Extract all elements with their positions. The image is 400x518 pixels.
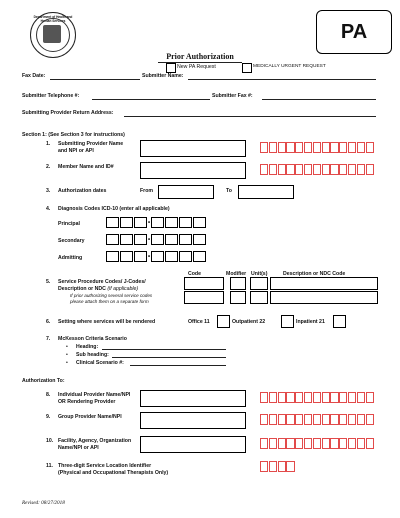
entry-cell[interactable] — [278, 461, 286, 472]
item3-number: 3. — [46, 188, 51, 194]
entry-cell[interactable] — [330, 414, 338, 425]
entry-cell[interactable] — [295, 392, 303, 403]
heading-field[interactable] — [102, 349, 226, 350]
entry-cell[interactable] — [330, 438, 338, 449]
entry-cell[interactable] — [357, 414, 365, 425]
entry-cell[interactable] — [295, 142, 303, 153]
entry-cell[interactable] — [313, 392, 321, 403]
units-field-2[interactable] — [250, 291, 268, 304]
from-label: From — [140, 188, 153, 194]
entry-cell[interactable] — [366, 142, 374, 153]
entry-cell[interactable] — [348, 414, 356, 425]
dx-code-cell[interactable] — [120, 217, 133, 228]
entry-cell[interactable] — [366, 414, 374, 425]
bullet-icon: • — [66, 352, 68, 358]
item11-label-line2: (Physical and Occupational Therapists Only) — [58, 470, 169, 476]
entry-cell[interactable] — [260, 164, 268, 175]
entry-cell[interactable] — [304, 142, 312, 153]
bullet-icon: • — [66, 360, 68, 366]
entry-cell[interactable] — [286, 164, 294, 175]
fax-date-field[interactable] — [50, 79, 140, 80]
secondary-label: Secondary — [58, 238, 85, 244]
entry-cell[interactable] — [330, 142, 338, 153]
member-id-cells[interactable] — [260, 164, 374, 175]
entry-cell[interactable] — [322, 142, 330, 153]
entry-cell[interactable] — [286, 142, 294, 153]
submitter-fax-field[interactable] — [262, 99, 376, 100]
auth-to-date-field[interactable] — [238, 185, 294, 199]
dx-code-cell[interactable] — [193, 217, 206, 228]
entry-cell[interactable] — [304, 392, 312, 403]
return-address-label: Submitting Provider Return Address: — [22, 110, 114, 116]
item5-note-line2: please attach them on a separate form — [70, 299, 149, 304]
item4-number: 4. — [46, 206, 51, 212]
entry-cell[interactable] — [304, 414, 312, 425]
principal-dx-cells[interactable] — [106, 217, 206, 228]
sub-heading-field[interactable] — [112, 357, 226, 358]
entry-cell[interactable] — [339, 392, 347, 403]
seal-text: Department of Health and Human Services — [33, 15, 73, 23]
entry-cell[interactable] — [322, 392, 330, 403]
entry-cell[interactable] — [269, 164, 277, 175]
entry-cell[interactable] — [366, 392, 374, 403]
dx-code-cell[interactable] — [151, 217, 164, 228]
seal-emblem-icon — [43, 25, 61, 43]
fax-date-label: Fax Date: — [22, 73, 46, 79]
modifier-field-2[interactable] — [230, 291, 246, 304]
item4-label: Diagnosis Codes ICD-10 (enter all applicable) — [58, 206, 170, 212]
dx-code-cell[interactable] — [134, 251, 147, 262]
entry-cell[interactable] — [269, 438, 277, 449]
admitting-dx-cells[interactable] — [106, 251, 206, 262]
dx-code-cell[interactable] — [106, 234, 119, 245]
dx-code-cell[interactable] — [193, 251, 206, 262]
individual-provider-npi-cells[interactable] — [260, 392, 374, 403]
member-name-field[interactable] — [140, 162, 246, 179]
inpatient-checkbox[interactable] — [333, 315, 346, 328]
entry-cell[interactable] — [260, 438, 268, 449]
submitting-provider-npi-cells[interactable] — [260, 142, 374, 153]
entry-cell[interactable] — [366, 438, 374, 449]
item8-label-line2: OR Rendering Provider — [58, 399, 116, 405]
col-code-header: Code — [188, 271, 201, 277]
dx-code-cell[interactable] — [106, 217, 119, 228]
auth-to-heading: Authorization To: — [22, 378, 65, 384]
bullet-icon: • — [66, 344, 68, 350]
urgent-request-label: MEDICALLY URGENT REQUEST — [253, 64, 326, 69]
group-provider-field[interactable] — [140, 412, 246, 429]
item2-label: Member Name and ID# — [58, 164, 114, 170]
entry-cell[interactable] — [295, 438, 303, 449]
item7-label: McKesson Criteria Scenario — [58, 336, 127, 342]
item3-label: Authorization dates — [58, 188, 107, 194]
group-provider-npi-cells[interactable] — [260, 414, 374, 425]
item1-label-line2: and NPI or API — [58, 148, 94, 154]
submitter-phone-label: Submitter Telephone #: — [22, 93, 80, 99]
item9-number: 9. — [46, 414, 51, 420]
service-location-cells[interactable] — [260, 461, 295, 472]
entry-cell[interactable] — [286, 461, 294, 472]
submitter-fax-label: Submitter Fax #: — [212, 93, 253, 99]
item8-label-line1: Individual Provider Name/NPI — [58, 392, 131, 398]
sub-heading-label: Sub heading: — [76, 352, 109, 358]
entry-cell[interactable] — [278, 392, 286, 403]
dx-code-cell[interactable] — [134, 234, 147, 245]
submitting-provider-field[interactable] — [140, 140, 246, 157]
clinical-scenario-field[interactable] — [130, 365, 226, 366]
decimal-dot-icon: • — [148, 253, 151, 260]
return-address-field[interactable] — [124, 116, 376, 117]
item9-label: Group Provider Name/NPI — [58, 414, 122, 420]
new-pa-request-checkbox[interactable] — [166, 63, 176, 73]
dx-code-cell[interactable] — [134, 217, 147, 228]
item6-label: Setting where services will be rendered — [58, 319, 156, 325]
dx-code-cell[interactable] — [120, 251, 133, 262]
office-label: Office 11 — [188, 319, 210, 325]
item10-number: 10. — [46, 438, 54, 444]
item5-label-ndc: Description or NDC — [58, 286, 106, 292]
entry-cell[interactable] — [339, 438, 347, 449]
entry-cell[interactable] — [322, 164, 330, 175]
entry-cell[interactable] — [339, 164, 347, 175]
item7-number: 7. — [46, 336, 51, 342]
item10-label-line2: Name/NPI or API — [58, 445, 99, 451]
to-label: To — [226, 188, 232, 194]
col-desc-header: Description or NDC Code — [283, 271, 346, 277]
entry-cell[interactable] — [313, 414, 321, 425]
dx-code-cell[interactable] — [151, 251, 164, 262]
decimal-dot-icon: • — [148, 236, 151, 243]
entry-cell[interactable] — [278, 414, 286, 425]
entry-cell[interactable] — [269, 461, 277, 472]
entry-cell[interactable] — [286, 438, 294, 449]
dx-code-cell[interactable] — [165, 217, 178, 228]
office-checkbox[interactable] — [217, 315, 230, 328]
dx-code-cell[interactable] — [193, 234, 206, 245]
item5-note-line1: If prior authorizing several service codes — [70, 293, 153, 298]
secondary-dx-cells[interactable] — [106, 234, 206, 245]
units-field-1[interactable] — [250, 277, 268, 290]
item11-number: 11. — [46, 463, 53, 469]
outpatient-checkbox[interactable] — [281, 315, 294, 328]
facility-npi-cells[interactable] — [260, 438, 374, 449]
entry-cell[interactable] — [269, 414, 277, 425]
submitter-name-label: Submitter Name: — [142, 73, 184, 79]
dx-code-cell[interactable] — [151, 234, 164, 245]
outpatient-label: Outpatient 22 — [232, 319, 266, 325]
description-field-2[interactable] — [270, 291, 378, 304]
inpatient-label: Inpatient 21 — [296, 319, 325, 325]
dx-code-cell[interactable] — [165, 234, 178, 245]
entry-cell[interactable] — [304, 438, 312, 449]
item5-number: 5. — [46, 279, 51, 285]
entry-cell[interactable] — [339, 414, 347, 425]
dx-code-cell[interactable] — [179, 251, 192, 262]
procedure-code-field-1[interactable] — [184, 277, 224, 290]
item2-number: 2. — [46, 164, 51, 170]
individual-provider-field[interactable] — [140, 390, 246, 407]
entry-cell[interactable] — [278, 438, 286, 449]
entry-cell[interactable] — [366, 164, 374, 175]
entry-cell[interactable] — [348, 438, 356, 449]
auth-from-date-field[interactable] — [158, 185, 214, 199]
entry-cell[interactable] — [269, 142, 277, 153]
procedure-code-field-2[interactable] — [184, 291, 224, 304]
entry-cell[interactable] — [339, 142, 347, 153]
dx-code-cell[interactable] — [179, 234, 192, 245]
entry-cell[interactable] — [313, 438, 321, 449]
entry-cell[interactable] — [295, 164, 303, 175]
modifier-field-1[interactable] — [230, 277, 246, 290]
item6-number: 6. — [46, 319, 51, 325]
col-units-header: Unit(s) — [251, 271, 268, 277]
item8-number: 8. — [46, 392, 51, 398]
heading-label: Heading: — [76, 344, 99, 350]
entry-cell[interactable] — [357, 164, 365, 175]
dx-code-cell[interactable] — [165, 251, 178, 262]
entry-cell[interactable] — [357, 438, 365, 449]
entry-cell[interactable] — [348, 164, 356, 175]
entry-cell[interactable] — [295, 414, 303, 425]
decimal-dot-icon: • — [148, 219, 151, 226]
entry-cell[interactable] — [286, 392, 294, 403]
entry-cell[interactable] — [260, 142, 268, 153]
entry-cell[interactable] — [260, 461, 268, 472]
item10-label-line1: Facility, Agency, Organization — [58, 438, 132, 444]
entry-cell[interactable] — [260, 392, 268, 403]
dx-code-cell[interactable] — [179, 217, 192, 228]
entry-cell[interactable] — [278, 142, 286, 153]
entry-cell[interactable] — [278, 164, 286, 175]
dx-code-cell[interactable] — [106, 251, 119, 262]
facility-field[interactable] — [140, 436, 246, 453]
section1-heading: Section 1: (See Section 3 for instructions) — [22, 132, 125, 138]
entry-cell[interactable] — [322, 414, 330, 425]
urgent-request-checkbox[interactable] — [242, 63, 252, 73]
item1-label-line1: Submitting Provider Name — [58, 141, 124, 147]
item5-label-applicable: (if applicable) — [107, 286, 139, 292]
item11-label-line1: Three-digit Service Location Identifier — [58, 463, 152, 469]
dx-code-cell[interactable] — [120, 234, 133, 245]
entry-cell[interactable] — [313, 164, 321, 175]
clinical-scenario-label: Clinical Scenario #: — [76, 360, 124, 366]
form-title: Prior Authorization — [166, 52, 234, 61]
entry-cell[interactable] — [269, 392, 277, 403]
item5-label-line1: Service Procedure Codes/ J-Codes/ — [58, 279, 146, 285]
entry-cell[interactable] — [330, 392, 338, 403]
entry-cell[interactable] — [357, 142, 365, 153]
item5-label-line2 — [58, 286, 138, 292]
admitting-label: Admitting — [58, 255, 83, 261]
col-modifier-header: Modifier — [226, 271, 247, 277]
item1-number: 1. — [46, 141, 51, 147]
pa-badge: PA — [316, 10, 392, 54]
description-field-1[interactable] — [270, 277, 378, 290]
revised-date: Revised: 08/27/2018 — [22, 500, 65, 506]
entry-cell[interactable] — [357, 392, 365, 403]
entry-cell[interactable] — [322, 438, 330, 449]
principal-label: Principal — [58, 221, 80, 227]
entry-cell[interactable] — [313, 142, 321, 153]
submitter-phone-field[interactable] — [92, 99, 210, 100]
entry-cell[interactable] — [330, 164, 338, 175]
submitter-name-field[interactable] — [188, 79, 376, 80]
entry-cell[interactable] — [304, 164, 312, 175]
entry-cell[interactable] — [348, 392, 356, 403]
entry-cell[interactable] — [260, 414, 268, 425]
entry-cell[interactable] — [348, 142, 356, 153]
entry-cell[interactable] — [286, 414, 294, 425]
new-pa-request-label: New PA Request — [177, 64, 216, 70]
